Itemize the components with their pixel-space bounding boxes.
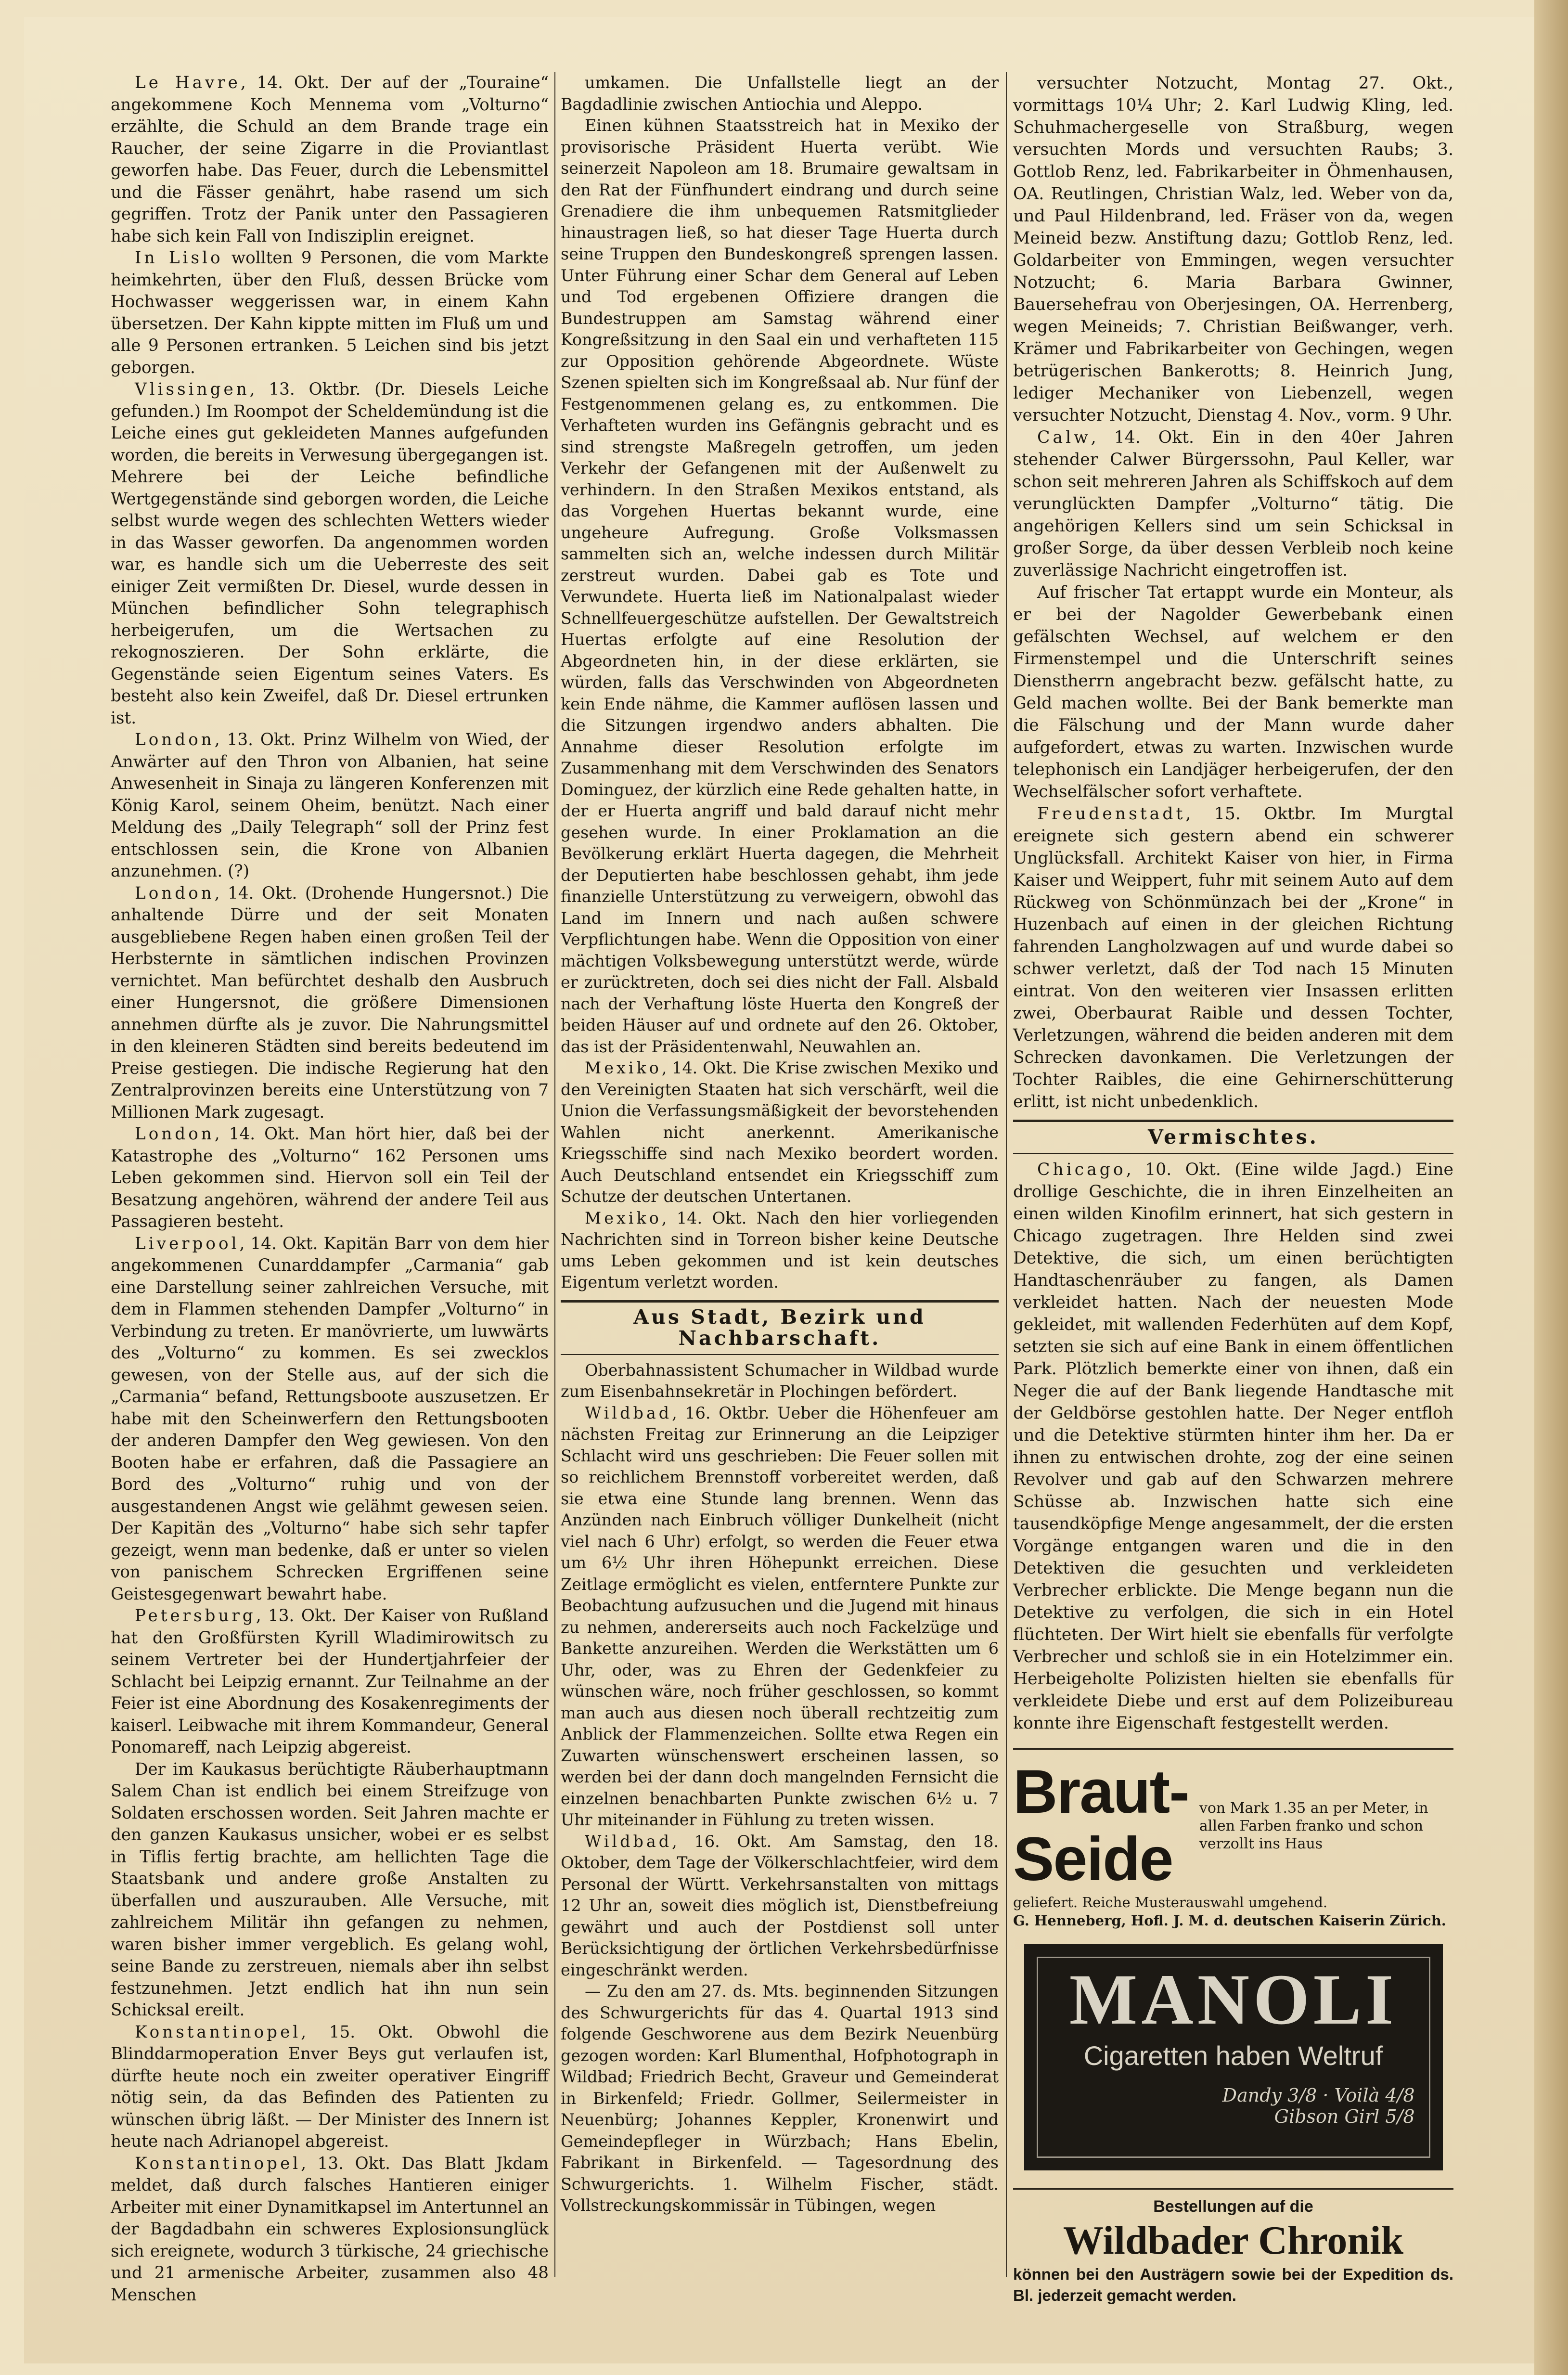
article-text: , 14. Okt. Kapitän Barr von dem hier angekommenen Cunarddampfer „Carmania“ gab eine Darstellung seiner zahlreichen Versuche, mit dem in Flammen stehenden Dampfer „Volturno“ in Verbindung zu treten. Er manövrierte, um luwwärts des „Volturno“ zu kommen. Es sei zwecklos gewesen, von der Stelle aus, auf der sich die „Carmania“ befand, Rettungsboote auszusetzen. Er habe mit den Scheinwerfern den Rettungsbooten der anderen Dampfer den Weg gewiesen. Von den Booten habe er erfahren, daß die Passagiere an Bord des „Volturno“ ruhig und von der ausgestandenen Angst wie gelähmt gewesen seien. Der Kapitän des „Volturno“ habe sich sehr tapfer gezeigt, wenn man bedenke, daß er unter so vielen von panischem Schrecken Ergriffenen seine Geistesgegenwart bewahrt habe. (111, 1234, 549, 1604)
dateline-place: Vlissingen (135, 380, 250, 399)
article-text: Der im Kaukasus berüchtigte Räuberhauptmann Salem Chan ist endlich bei einem Streifzuge von Soldaten erschossen worden. Seit Jahren machte er den ganzen Kaukasus unsicher, wobei er es selbst in Tiflis fertig brachte, am hellichten Tage die Staatsbank und andere große Anstalten zu überfallen und auszurauben. Alle Versuche, mit zahlreichem Militär ihn gefangen zu nehmen, waren bisher immer vergeblich. Es gelang wohl, seine Bande zu zerstreuen, niemals aber ihn selbst festzunehmen. Jetzt endlich hat ihn nun sein Schicksal ereilt. (111, 1759, 549, 2020)
advertisement-braut-seide (1013, 1748, 1453, 1930)
article-paragraph (111, 247, 549, 379)
subscription-text: können bei den Austrägern sowie bei der Expedition ds. Bl. jederzeit gemacht werden. (1013, 2265, 1453, 2304)
page-edge (1534, 0, 1568, 2375)
column-rule-2 (1006, 72, 1007, 2277)
article-text: wollten 9 Personen, die vom Markte heimkehrten, über den Fluß, dessen Brücke vom Hochwasser weggerissen war, in einem Kahn übersetzen. Der Kahn kippte mitten im Fluß um und alle 9 Personen ertranken. 5 Leichen sind bis jetzt geborgen. (111, 248, 549, 377)
article-text: , 16. Oktbr. Ueber die Höhenfeuer am nächsten Freitag zur Erinnerung an die Leipziger Schlacht wird uns geschrieben: Die Feuer sollen mit so reichlichem Brennstoff vorbereitet werden, daß sie etwa eine Stunde lang brennen. Wenn das Anzünden nach Einbruch völliger Dunkelheit (nicht viel nach 6 Uhr) erfolgt, so werden die Feuer etwa um 6½ Uhr ihren Höhepunkt erreichen. Diese Zeitlage ermöglicht es vielen, entferntere Punkte zur Beobachtung aufzusuchen und die Jugend mit hinaus zu nehmen, andererseits auch noch Fackelzüge und Bankette anzureihen. Werden die Werkstätten um 6 Uhr, oder, was zu Ehren der Gedenkfeier zu wünschen wäre, noch früher geschlossen, so kommt man auch aus diesen noch überall rechtzeitig zum Anblick der Flammenzeichen. Sollte etwa Regen ein Zuwarten wünschenswert erscheinen lassen, so werden bei der dann doch mangelnden Fernsicht die einzelnen benachbarten Punkte zwischen 6½ u. 7 Uhr miteinander in Fühlung zu treten wissen. (561, 1403, 999, 1829)
dateline-place: Mexiko (585, 1058, 662, 1077)
manoli-slogan: Cigaretten haben Weltruf (1083, 2040, 1383, 2071)
dateline-place: Konstantinopel (135, 2022, 301, 2042)
column-3 (1013, 72, 1453, 2306)
braut-seide-headline: Braut-Seide (1013, 1757, 1189, 1894)
dateline-place: Chicago (1037, 1160, 1126, 1179)
article-paragraph (561, 1360, 999, 1403)
article-paragraph (1013, 426, 1453, 581)
dateline-place: London (135, 730, 215, 749)
article-text: , 15. Oktbr. Im Murgtal ereignete sich gestern abend ein schwerer Unglücksfall. Architekt Kaiser von hier, in Firma Kaiser und Weippert, fuhr mit seinem Auto auf dem Rückweg von Schönmünzach bei der „Krone“ in Huzenbach auf einen in der gleichen Richtung fahrenden Langholzwagen auf und wurde dabei so schwer verletzt, daß der Tod nach 15 Minuten eintrat. Von den weiteren vier Insassen erlitten zwei, Oberbaurat Raible und dessen Tochter, Verletzungen, während die beiden anderen mit dem Schrecken davonkamen. Die Verletzungen der Tochter Raibles, die eine Gehirnerschütterung erlitt, ist nicht unbedenklich. (1013, 804, 1453, 1111)
dateline-place: London (135, 883, 215, 903)
article-text: , 14. Okt. (Drohende Hungersnot.) Die anhaltende Dürre und der seit Monaten ausgebliebene Regen haben einen großen Teil der Herbsternte in sämtlichen indischen Provinzen vernichtet. Man befürchtet deshalb den Ausbruch einer Hungersnot, die größere Dimensionen annehmen dürfte als je zuvor. Die Nahrungsmittel in den kleineren Städten sind bereits bedeutend im Preise gestiegen. Die indische Regierung hat den Zentralprovinzen bereits eine Unterstützung von 7 Millionen Mark zugesagt. (111, 883, 549, 1122)
article-paragraph (111, 2022, 549, 2153)
dateline-place: Le Havre (135, 73, 241, 92)
article-paragraph (111, 1233, 549, 1606)
subscription-title: Wildbader Chronik (1063, 2218, 1404, 2263)
article-paragraph (561, 1831, 999, 1981)
section-title-local: Aus Stadt, Bezirk und Nachbarschaft. (633, 1305, 926, 1350)
article-text: , 14. Okt. Der auf der „Touraine“ angekommene Koch Mennema vom „Volturno“ erzählte, die Schuld an dem Brande trage ein Raucher, der seine Zigarre in die Proviantlast geworfen habe. Das Feuer, durch die Lebensmittel und die Fässer genährt, habe rasend um sich gegriffen. Trotz der Panik unter den Passagieren habe sich kein Fall von Indisziplin ereignet. (111, 73, 549, 246)
article-text: — Zu den am 27. ds. Mts. beginnenden Sitzungen des Schwurgerichts für das 4. Quartal 1913 sind folgende Geschworene aus dem Bezirk Neuenbürg gezogen worden: Karl Blumenthal, Hofphotograph in Wildbad; Friedrich Becht, Graveur und Gemeinderat in Birkenfeld; Friedr. Gollmer, Seilermeister in Neuenbürg; Johannes Keppler, Kronenwirt und Gemeindepfleger in Würzbach; Hans Ebelin, Fabrikant in Birkenfeld. — Tagesordnung des Schwurgerichts. 1. Wilhelm Fischer, städt. Vollstreckungskommissär in Tübingen, wegen (561, 1982, 999, 2215)
dateline-place: London (135, 1124, 215, 1144)
article-paragraph (561, 115, 999, 1058)
article-paragraph (561, 1981, 999, 2217)
article-paragraph (561, 1058, 999, 1208)
article-text: , 14. Okt. Ein in den 40er Jahren stehender Calwer Bürgerssohn, Paul Keller, war schon seit mehreren Jahren als Schiffskoch auf dem verunglückten Dampfer „Volturno“ tätig. Die angehörigen Kellers sind um sein Schicksal in großer Sorge, da über dessen Verbleib noch keine zuverlässige Nachricht eingetroffen ist. (1013, 428, 1453, 580)
dateline-place: Wildbad (585, 1832, 672, 1851)
dateline-place: Wildbad (585, 1403, 672, 1422)
article-text: versuchter Notzucht, Montag 27. Okt., vormittags 10¼ Uhr; 2. Karl Ludwig Kling, led. Schuhmachergeselle von Straßburg, wegen versuchten Mords und versuchten Raubs; 3. Gottlob Renz, led. Fabrikarbeiter in Öhmenhausen, OA. Reutlingen, Christian Walz, led. Weber von da, und Paul Hildenbrand, led. Fräser von da, wegen Meineid bezw. Anstiftung dazu; Gottlob Renz, led. Goldarbeiter von Emmingen, wegen versuchter Notzucht; 6. Maria Barbara Gwinner, Bauersehefrau von Oberjesingen, OA. Herrenberg, wegen Meineids; 7. Christian Beißwanger, verh. Krämer und Fabrikarbeiter von Gechingen, wegen betrügerischen Bankerotts; 8. Heinrich Jung, lediger Mechaniker von Liebenzell, wegen versuchter Notzucht, Dienstag 4. Nov., vorm. 9 Uhr. (1013, 74, 1453, 425)
column-rule-1 (554, 72, 555, 2277)
section-rule (1013, 1120, 1453, 1122)
article-text: Oberbahnassistent Schumacher in Wildbad wurde zum Eisenbahnsekretär in Plochingen befördert. (561, 1360, 999, 1401)
article-text: , 14. Okt. Nach den hier vorliegenden Nachrichten sind in Torreon bisher keine Deutsche ums Leben gekommen und ist kein deutsches Eigentum verletzt worden. (561, 1208, 999, 1291)
article-text: , 10. Okt. (Eine wilde Jagd.) Eine drollige Geschichte, die in ihren Einzelheiten an einen wilden Kinofilm erinnert, hat sich gestern in Chicago zugetragen. Ihre Helden sind zwei Detektive, die sich, um einen berüchtigten Handtaschenräuber zu fangen, als Damen verkleidet hatten. Nach der neuesten Mode gekleidet, mit wallenden Federhüten auf dem Kopf, setzten sie sich auf eine Bank in einem öffentlichen Park. Plötzlich bemerkte einer von ihnen, daß ein Neger die auf der Bank liegende Handtasche mit der Geldbörse gestohlen hatte. Der Neger entfloh und die Detektive stürmten hinter ihm her. Da er ihnen zu entwischen drohte, zog der eine seinen Revolver und gab auf den Schwarzen mehrere Schüsse ab. Inzwischen hatte sich eine tausendköpfige Menge angesammelt, der die ersten Vorgänge entgangen waren und die in den Detektiven die gesuchten und verkleideten Verbrecher erblickte. Die Menge begann nun die Detektive zu verfolgen, die sich in ein Hotel flüchteten. Der Wirt hielt sie ebenfalls für verfolgte Verbrecher und schloß sie in ein Hotelzimmer ein. Herbeigeholte Polizisten hielten sie ebenfalls für verkleidete Diebe und erst auf dem Polizeibureau konnte ihre Eigenschaft festgestellt werden. (1013, 1160, 1453, 1733)
article-text: , 13. Okt. Das Blatt Jkdam meldet, daß durch falsches Hantieren einiger Arbeiter mit einer Dynamitkapsel im Antertunnel an der Bagdadbahn ein schweres Explosionsunglück sich ereignete, wodurch 3 türkische, 24 griechische und 21 armenische Arbeiter, zusammen also 48 Menschen (111, 2154, 549, 2305)
dateline-place: Calw (1037, 428, 1091, 447)
section-rule-thin (1013, 1153, 1453, 1154)
article-paragraph (1013, 72, 1453, 426)
braut-seide-price-text: von Mark 1.35 an per Meter, in allen Farben franko und schon verzollt ins Haus (1199, 1799, 1428, 1852)
article-paragraph (111, 883, 549, 1124)
article-paragraph (111, 1759, 549, 2022)
subscription-intro: Bestellungen auf die (1153, 2197, 1313, 2216)
dateline-place: Freudenstadt (1037, 804, 1186, 824)
article-text: , 13. Oktbr. (Dr. Diesels Leiche gefunden.) Im Roompot der Scheldemündung ist die Leiche eines gut gekleideten Mannes aufgefunden worden, die bereits in Verwesung übergegangen ist. Mehrere bei der Leiche befindliche Wertgegenstände sind geborgen worden, die Leiche selbst wurde wegen des schlechten Wetters wieder in das Wasser geworfen. Da angenommen worden war, es handle sich um die Ueberreste des seit einiger Zeit vermißten Dr. Diesel, wurde dessen in München befindlicher Sohn telegraphisch herbeigerufen, um die Wertsachen zu rekognoszieren. Der Sohn erklärte, die Gegenstände seien Eigentum seines Vaters. Es besteht also kein Zweifel, daß Dr. Diesel ertrunken ist. (111, 380, 549, 728)
manoli-brands-line1: Dandy 3/8 · Voilà 4/8 (1222, 2085, 1415, 2106)
article-text: , 14. Okt. Man hört hier, daß bei der Katastrophe des „Volturno“ 162 Personen ums Leben gekommen sind. Hiervon soll ein Teil der Besatzung angehören, während der andere Teil aus Passagieren besteht. (111, 1124, 549, 1231)
article-text: Auf frischer Tat ertappt wurde ein Monteur, als er bei der Nagolder Gewerbebank einen gefälschten Wechsel, auf welchem er den Firmenstempel und die Unterschrift seines Dienstherrn angebracht bezw. gefälscht hatte, zu Geld machen wollte. Bei der Bank bemerkte man die Fälschung und der Mann wurde daher aufgefordert, etwas zu warten. Inzwischen wurde telephonisch ein Landjäger herbeigerufen, der den Wechselfälscher sofort verhaftete. (1013, 583, 1453, 801)
article-text: , 13. Okt. Prinz Wilhelm von Wied, der Anwärter auf den Thron von Albanien, hat seine Anwesenheit in Sinaja zu längeren Konferenzen mit König Karol, seinem Oheim, benützt. Nach einer Meldung des „Daily Telegraph“ soll der Prinz fest entschlossen sein, die Krone von Albanien anzunehmen. (?) (111, 730, 549, 881)
article-text: , 13. Okt. Der Kaiser von Rußland hat den Großfürsten Kyrill Wladimirowitsch zu seinem Vertreter bei der Hundertjahrfeier der Schlacht bei Leipzig ernannt. Zur Teilnahme an der Feier ist eine Abordnung des Kosakenregiments der kaiserl. Leibwache mit ihrem Kommandeur, General Ponomareff, nach Leipzig abgereist. (111, 1606, 549, 1757)
section-rule-thin (561, 1354, 999, 1355)
dateline-place: Petersburg (135, 1606, 256, 1626)
article-text: , 16. Okt. Am Samstag, den 18. Oktober, dem Tage der Völkerschlachtfeier, wird dem Personal der Württ. Verkehrsanstalten von mittags 12 Uhr an, soweit dies möglich ist, Dienstbefreiung gewährt und auch der Postdienst soll unter Berücksichtigung der örtlichen Verkehrsbedürfnisse eingeschränkt werden. (561, 1832, 999, 1979)
article-paragraph (111, 72, 549, 247)
article-text: Einen kühnen Staatsstreich hat in Mexiko der provisorische Präsident Huerta verübt. Wie seinerzeit Napoleon am 18. Brumaire gewaltsam in den Rat der Fünfhundert eindrang und durch seine Grenadiere die ihm unbequemen Ratsmitglieder hinaustragen ließ, so hat dieser Tage Huerta durch seine Truppen den Bundeskongreß sprengen lassen. Unter Führung einer Schar dem General auf Leben und Tod ergebenen Offiziere drangen die Bundestruppen am Samstag während einer Kongreßsitzung in den Saal ein und verhafteten 115 zur Opposition gehörende Abgeordnete. Wüste Szenen spielten sich im Kongreßsaal ab. Nur fünf der Festgenommenen gelang es, zu entkommen. Die Verhafteten wurden ins Gefängnis gebracht und es sind strengste Maßregeln getroffen, um jeden Verkehr der Gefangenen mit der Außenwelt zu verhindern. In den Straßen Mexikos entstand, als das Vorgehen Huertas bekannt wurde, eine ungeheure Aufregung. Große Volksmassen sammelten sich an, welche indessen durch Militär zerstreut wurden. Dabei gab es Tote und Verwundete. Huerta ließ im Nationalpalast wieder Schnellfeuergeschütze aufstellen. Der Gewaltstreich Huertas erfolgte auf eine Resolution der Abgeordneten hin, in der diese erklärten, sie würden, falls das Verschwinden von Abgeordneten kein Ende nähme, die Kammer auflösen lassen und die Sitzungen irgendwo anders abhalten. Die Annahme dieser Resolution erfolgte im Zusammenhang mit dem Verschwinden des Senators Dominguez, der kürzlich eine Rede gehalten hatte, in der er Huerta angriff und bald darauf nicht mehr gesehen wurde. In einer Proklamation an die Bevölkerung erklärt Huerta dagegen, die Mehrheit der Deputierten habe beschlossen gehabt, ihm jede finanzielle Unterstützung zu verweigern, obwohl das Land im Innern und nach außen schwere Verpflichtungen habe. Wenn die Opposition von einer mächtigen Volksbewegung unterstützt werde, würde er zurücktreten, doch sei dies nicht der Fall. Alsbald nach der Verhaftung löste Huerta den Kongreß der beiden Häuser auf und ordnete auf den 26. Oktober, das ist der Präsidentenwahl, Neuwahlen an. (561, 116, 999, 1056)
article-paragraph (1013, 803, 1453, 1113)
article-paragraph (111, 1123, 549, 1233)
article-paragraph (1013, 581, 1453, 803)
article-text: , 15. Okt. Obwohl die Blinddarmoperation Enver Beys gut verlaufen ist, dürfte heute noch ein zweiter operativer Eingriff nötig sein, da das Befinden des Patienten zu wünschen übrig läßt. — Der Minister des Innern ist heute nach Adrianopel abgereist. (111, 2022, 549, 2151)
section-title-misc: Vermischtes. (1148, 1125, 1319, 1149)
article-paragraph (111, 1605, 549, 1759)
article-paragraph (561, 1208, 999, 1293)
dateline-place: Liverpool (135, 1234, 240, 1253)
dateline-place: In Lislo (135, 248, 223, 268)
column-1 (111, 72, 549, 2306)
dateline-place: Mexiko (585, 1208, 662, 1227)
braut-seide-delivery-text: geliefert. Reiche Musterauswahl umgehend. (1013, 1894, 1328, 1910)
advertisement-subscription (1013, 2188, 1453, 2306)
article-paragraph (1013, 1159, 1453, 1734)
article-paragraph (111, 379, 549, 729)
braut-seide-company: G. Henneberg, Hofl. J. M. d. deutschen Kaiserin Zürich. (1013, 1912, 1446, 1929)
article-paragraph (561, 1403, 999, 1831)
column-2 (561, 72, 999, 2217)
manoli-frame (1037, 1957, 1430, 2158)
advertisement-manoli (1024, 1944, 1443, 2170)
article-paragraph (111, 729, 549, 883)
manoli-brand: MANOLI (1069, 1960, 1398, 2039)
article-paragraph (111, 2153, 549, 2307)
section-rule (561, 1300, 999, 1303)
article-text: umkamen. Die Unfallstelle liegt an der Bagdadlinie zwischen Antiochia und Aleppo. (561, 73, 999, 114)
dateline-place: Konstantinopel (135, 2154, 301, 2173)
article-text: , 14. Okt. Die Krise zwischen Mexiko und den Vereinigten Staaten hat sich verschärft, weil die Union die Verfassungsmäßigkeit der bevorstehenden Wahlen nicht anerkennt. Amerikanische Kriegsschiffe sind nach Mexiko beordert worden. Auch Deutschland entsendet ein Kriegsschiff zum Schutze der deutschen Untertanen. (561, 1058, 999, 1206)
article-paragraph (561, 72, 999, 115)
manoli-brands-line2: Gibson Girl 5/8 (1274, 2106, 1415, 2127)
